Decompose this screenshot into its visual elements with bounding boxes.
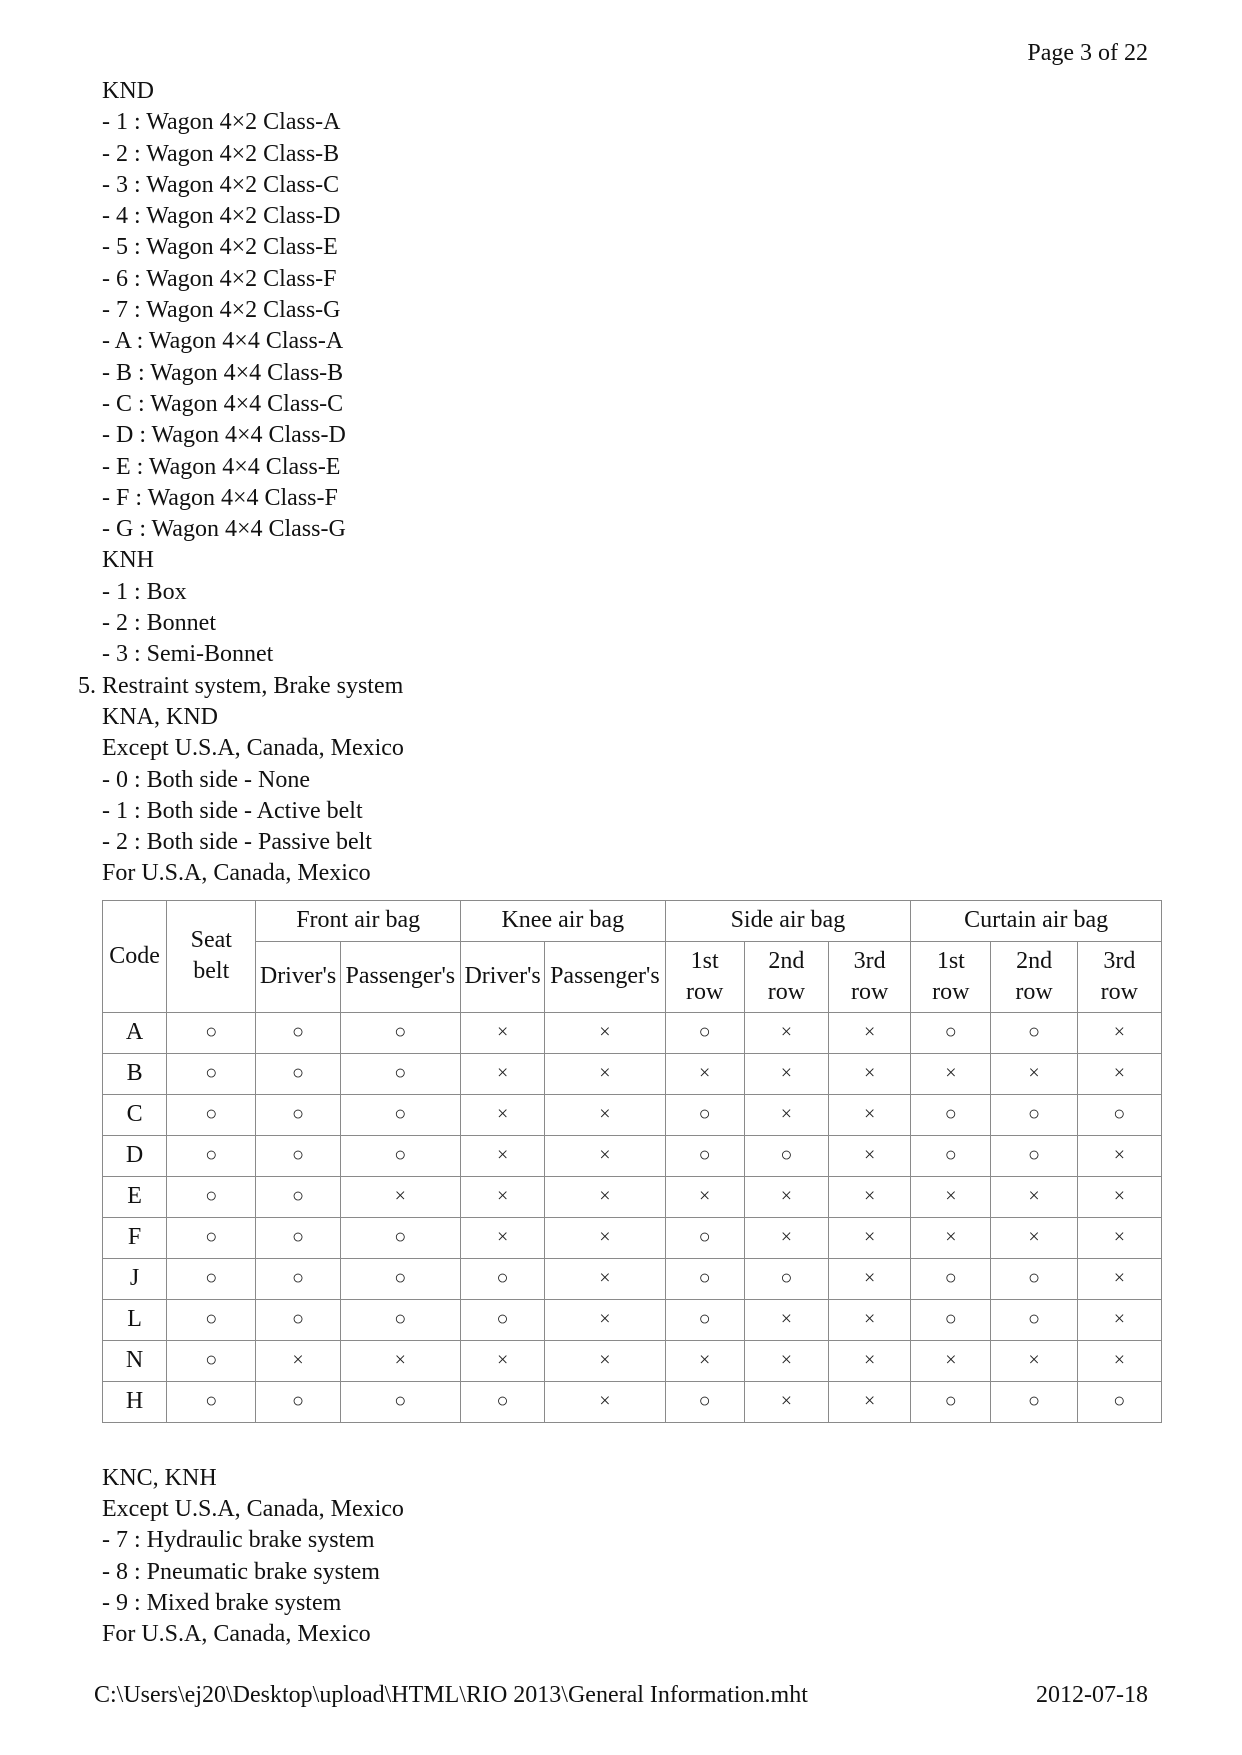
table-cell: × bbox=[545, 1053, 665, 1094]
table-cell: × bbox=[460, 1012, 544, 1053]
table-cell: ○ bbox=[665, 1094, 744, 1135]
header-side-2nd-row bbox=[744, 941, 828, 1012]
table-cell: × bbox=[829, 1217, 911, 1258]
brake-code-list bbox=[102, 1463, 1182, 1651]
table-cell: × bbox=[665, 1053, 744, 1094]
list-item: KNH bbox=[102, 547, 154, 574]
table-cell: ○ bbox=[340, 1299, 460, 1340]
footer-date: 2012-07-18 bbox=[1036, 1682, 1148, 1708]
table-cell: × bbox=[744, 1299, 828, 1340]
table-cell: ○ bbox=[340, 1381, 460, 1422]
header-curtain-2nd-row bbox=[991, 941, 1077, 1012]
table-cell: ○ bbox=[167, 1135, 256, 1176]
table-cell: ○ bbox=[991, 1258, 1077, 1299]
list-item: - 2 : Bonnet bbox=[102, 610, 216, 637]
header-curtain-3rd-row bbox=[1077, 941, 1161, 1012]
restraint-code-list bbox=[102, 702, 1182, 890]
table-cell: × bbox=[665, 1340, 744, 1381]
header-knee-passengers: Passenger's bbox=[545, 941, 665, 1012]
table-cell: × bbox=[744, 1340, 828, 1381]
list-item: - 0 : Both side - None bbox=[102, 766, 310, 793]
row-code: F bbox=[103, 1217, 167, 1258]
table-cell: ○ bbox=[340, 1217, 460, 1258]
table-row bbox=[103, 1053, 1162, 1094]
header-side-1st-row bbox=[665, 941, 744, 1012]
table-cell: ○ bbox=[256, 1053, 340, 1094]
sub-line: row bbox=[767, 978, 806, 1005]
table-cell: ○ bbox=[167, 1094, 256, 1135]
header-knee-drivers: Driver's bbox=[460, 941, 544, 1012]
sub-line: row bbox=[1100, 978, 1138, 1005]
table-cell: × bbox=[460, 1340, 544, 1381]
row-code: D bbox=[103, 1135, 167, 1176]
table-cell: ○ bbox=[167, 1217, 256, 1258]
table-cell: × bbox=[256, 1340, 340, 1381]
table-cell: ○ bbox=[256, 1094, 340, 1135]
section-heading: 5. Restraint system, Brake system bbox=[78, 672, 404, 699]
table-cell: × bbox=[460, 1053, 544, 1094]
table-cell: ○ bbox=[1077, 1381, 1161, 1422]
table-row bbox=[103, 1299, 1162, 1340]
table-cell: ○ bbox=[340, 1258, 460, 1299]
list-item: - 8 : Pneumatic brake system bbox=[102, 1558, 380, 1585]
table-cell: × bbox=[1077, 1217, 1161, 1258]
table-cell: ○ bbox=[256, 1012, 340, 1053]
list-item: - 7 : Hydraulic brake system bbox=[102, 1527, 375, 1554]
table-row bbox=[103, 1381, 1162, 1422]
table-cell: ○ bbox=[167, 1176, 256, 1217]
table-cell: × bbox=[1077, 1340, 1161, 1381]
table-cell: × bbox=[545, 1340, 665, 1381]
table-cell: × bbox=[744, 1381, 828, 1422]
table-cell: × bbox=[665, 1176, 744, 1217]
table-cell: × bbox=[545, 1135, 665, 1176]
table-row bbox=[103, 1012, 1162, 1053]
table-cell: × bbox=[545, 1299, 665, 1340]
sub-line: 2nd bbox=[1016, 947, 1053, 974]
sub-line: row bbox=[686, 978, 724, 1005]
table-cell: ○ bbox=[911, 1381, 991, 1422]
list-item: Except U.S.A, Canada, Mexico bbox=[102, 1496, 404, 1523]
table-row bbox=[103, 1176, 1162, 1217]
table-cell: × bbox=[911, 1340, 991, 1381]
table-cell: ○ bbox=[665, 1135, 744, 1176]
table-cell: ○ bbox=[911, 1094, 991, 1135]
list-item: - B : Wagon 4×4 Class-B bbox=[102, 359, 344, 386]
row-code: L bbox=[103, 1299, 167, 1340]
table-cell: × bbox=[991, 1176, 1077, 1217]
table-cell: ○ bbox=[991, 1135, 1077, 1176]
list-item: KND bbox=[102, 78, 154, 104]
table-cell: × bbox=[991, 1053, 1077, 1094]
header-knee-air-bag: Knee air bag bbox=[460, 900, 665, 941]
table-cell: × bbox=[991, 1217, 1077, 1258]
list-item: - A : Wagon 4×4 Class-A bbox=[102, 328, 344, 355]
header-side-air-bag: Side air bag bbox=[665, 900, 911, 941]
table-cell: ○ bbox=[256, 1176, 340, 1217]
list-item: - 4 : Wagon 4×2 Class-D bbox=[102, 203, 341, 230]
table-cell: × bbox=[1077, 1135, 1161, 1176]
header-seat-line1: Seat bbox=[190, 927, 232, 954]
table-subheader-row bbox=[103, 941, 1162, 1012]
table-cell: × bbox=[1077, 1258, 1161, 1299]
table-cell: ○ bbox=[460, 1381, 544, 1422]
sub-line: row bbox=[850, 978, 889, 1005]
table-cell: × bbox=[340, 1340, 460, 1381]
header-front-passengers: Passenger's bbox=[340, 941, 460, 1012]
table-cell: ○ bbox=[991, 1012, 1077, 1053]
table-cell: × bbox=[744, 1053, 828, 1094]
table-cell: × bbox=[1077, 1012, 1161, 1053]
airbag-table bbox=[102, 900, 1162, 1423]
table-row bbox=[103, 1340, 1162, 1381]
table-cell: ○ bbox=[340, 1053, 460, 1094]
sub-line: 3rd bbox=[1103, 947, 1136, 974]
table-cell: × bbox=[829, 1340, 911, 1381]
list-item: KNC, KNH bbox=[102, 1464, 217, 1491]
list-item: Except U.S.A, Canada, Mexico bbox=[102, 735, 404, 762]
table-cell: × bbox=[1077, 1053, 1161, 1094]
list-item: - 2 : Both side - Passive belt bbox=[102, 829, 372, 856]
table-cell: × bbox=[829, 1094, 911, 1135]
table-cell: ○ bbox=[167, 1299, 256, 1340]
table-cell: ○ bbox=[256, 1135, 340, 1176]
list-item: - 2 : Wagon 4×2 Class-B bbox=[102, 140, 340, 167]
list-item: - F : Wagon 4×4 Class-F bbox=[102, 484, 338, 511]
list-item: - C : Wagon 4×4 Class-C bbox=[102, 390, 344, 417]
table-cell: ○ bbox=[167, 1340, 256, 1381]
list-item: - E : Wagon 4×4 Class-E bbox=[102, 453, 341, 480]
table-cell: ○ bbox=[665, 1299, 744, 1340]
table-cell: ○ bbox=[911, 1135, 991, 1176]
header-curtain-air-bag: Curtain air bag bbox=[911, 900, 1162, 941]
table-cell: × bbox=[460, 1135, 544, 1176]
list-item: - 3 : Semi-Bonnet bbox=[102, 641, 274, 668]
table-cell: ○ bbox=[744, 1258, 828, 1299]
document-body bbox=[78, 76, 1182, 1651]
header-front-air-bag: Front air bag bbox=[256, 900, 461, 941]
table-cell: ○ bbox=[665, 1012, 744, 1053]
table-cell: ○ bbox=[340, 1094, 460, 1135]
sub-line: 1st bbox=[936, 947, 965, 974]
table-cell: ○ bbox=[256, 1217, 340, 1258]
vehicle-type-list bbox=[102, 76, 1182, 671]
row-code: N bbox=[103, 1340, 167, 1381]
table-cell: × bbox=[829, 1176, 911, 1217]
row-code: C bbox=[103, 1094, 167, 1135]
list-item: - 1 : Wagon 4×2 Class-A bbox=[102, 109, 341, 136]
table-cell: × bbox=[545, 1258, 665, 1299]
sub-line: row bbox=[1015, 978, 1053, 1005]
row-code: B bbox=[103, 1053, 167, 1094]
table-cell: ○ bbox=[256, 1299, 340, 1340]
header-side-3rd-row bbox=[829, 941, 911, 1012]
sub-line: 2nd bbox=[768, 947, 805, 974]
row-code: E bbox=[103, 1176, 167, 1217]
table-cell: ○ bbox=[340, 1012, 460, 1053]
table-cell: ○ bbox=[256, 1258, 340, 1299]
table-cell: × bbox=[829, 1012, 911, 1053]
table-cell: ○ bbox=[911, 1258, 991, 1299]
table-cell: ○ bbox=[665, 1258, 744, 1299]
list-item: - 6 : Wagon 4×2 Class-F bbox=[102, 265, 337, 292]
table-cell: × bbox=[460, 1094, 544, 1135]
header-curtain-1st-row bbox=[911, 941, 991, 1012]
table-cell: ○ bbox=[340, 1135, 460, 1176]
list-item: - 3 : Wagon 4×2 Class-C bbox=[102, 171, 340, 198]
table-cell: ○ bbox=[167, 1012, 256, 1053]
table-cell: ○ bbox=[256, 1381, 340, 1422]
page-number: Page 3 of 22 bbox=[1027, 40, 1148, 66]
list-item: - 1 : Box bbox=[102, 578, 187, 605]
header-seat-line2: belt bbox=[193, 958, 230, 985]
table-cell: × bbox=[744, 1217, 828, 1258]
header-front-drivers: Driver's bbox=[256, 941, 340, 1012]
list-item: For U.S.A, Canada, Mexico bbox=[102, 1621, 371, 1648]
table-cell: × bbox=[829, 1135, 911, 1176]
table-row bbox=[103, 1094, 1162, 1135]
sub-line: 3rd bbox=[853, 947, 886, 974]
list-item: - D : Wagon 4×4 Class-D bbox=[102, 422, 346, 449]
table-cell: × bbox=[460, 1217, 544, 1258]
table-cell: × bbox=[911, 1053, 991, 1094]
table-cell: ○ bbox=[460, 1258, 544, 1299]
table-cell: ○ bbox=[991, 1299, 1077, 1340]
airbag-table-body bbox=[103, 1012, 1162, 1422]
table-cell: × bbox=[744, 1012, 828, 1053]
table-cell: ○ bbox=[460, 1299, 544, 1340]
table-cell: ○ bbox=[167, 1258, 256, 1299]
footer-file-path: C:\Users\ej20\Desktop\upload\HTML\RIO 2013\General Information.mht bbox=[94, 1682, 808, 1708]
row-code: J bbox=[103, 1258, 167, 1299]
table-row bbox=[103, 1135, 1162, 1176]
header-code: Code bbox=[103, 900, 167, 1012]
table-cell: × bbox=[744, 1176, 828, 1217]
sub-line: 1st bbox=[690, 947, 719, 974]
list-item: - G : Wagon 4×4 Class-G bbox=[102, 516, 346, 543]
table-cell: ○ bbox=[167, 1053, 256, 1094]
table-cell: × bbox=[829, 1381, 911, 1422]
table-cell: × bbox=[829, 1299, 911, 1340]
table-cell: × bbox=[911, 1176, 991, 1217]
table-cell: ○ bbox=[744, 1135, 828, 1176]
header-seat-belt bbox=[167, 900, 256, 1012]
table-cell: × bbox=[340, 1176, 460, 1217]
row-code: H bbox=[103, 1381, 167, 1422]
table-cell: × bbox=[829, 1258, 911, 1299]
table-cell: × bbox=[545, 1094, 665, 1135]
table-cell: × bbox=[1077, 1299, 1161, 1340]
table-cell: × bbox=[1077, 1176, 1161, 1217]
table-cell: × bbox=[991, 1340, 1077, 1381]
table-cell: ○ bbox=[665, 1381, 744, 1422]
sub-line: row bbox=[932, 978, 970, 1005]
row-code: A bbox=[103, 1012, 167, 1053]
table-cell: × bbox=[545, 1381, 665, 1422]
table-cell: ○ bbox=[665, 1217, 744, 1258]
table-row bbox=[103, 1217, 1162, 1258]
table-cell: × bbox=[744, 1094, 828, 1135]
list-item: KNA, KND bbox=[102, 703, 218, 730]
table-header-row bbox=[103, 900, 1162, 941]
table-cell: ○ bbox=[991, 1094, 1077, 1135]
table-cell: ○ bbox=[1077, 1094, 1161, 1135]
table-cell: × bbox=[911, 1217, 991, 1258]
table-cell: × bbox=[460, 1176, 544, 1217]
list-item: - 5 : Wagon 4×2 Class-E bbox=[102, 234, 338, 261]
list-item: - 7 : Wagon 4×2 Class-G bbox=[102, 297, 341, 324]
table-row bbox=[103, 1258, 1162, 1299]
table-cell: × bbox=[829, 1053, 911, 1094]
table-cell: × bbox=[545, 1176, 665, 1217]
table-cell: ○ bbox=[167, 1381, 256, 1422]
list-item: - 1 : Both side - Active belt bbox=[102, 797, 363, 824]
list-item: - 9 : Mixed brake system bbox=[102, 1589, 342, 1616]
table-cell: ○ bbox=[991, 1381, 1077, 1422]
table-cell: × bbox=[545, 1012, 665, 1053]
list-item: For U.S.A, Canada, Mexico bbox=[102, 860, 371, 887]
table-cell: × bbox=[545, 1217, 665, 1258]
table-cell: ○ bbox=[911, 1012, 991, 1053]
table-cell: ○ bbox=[911, 1299, 991, 1340]
